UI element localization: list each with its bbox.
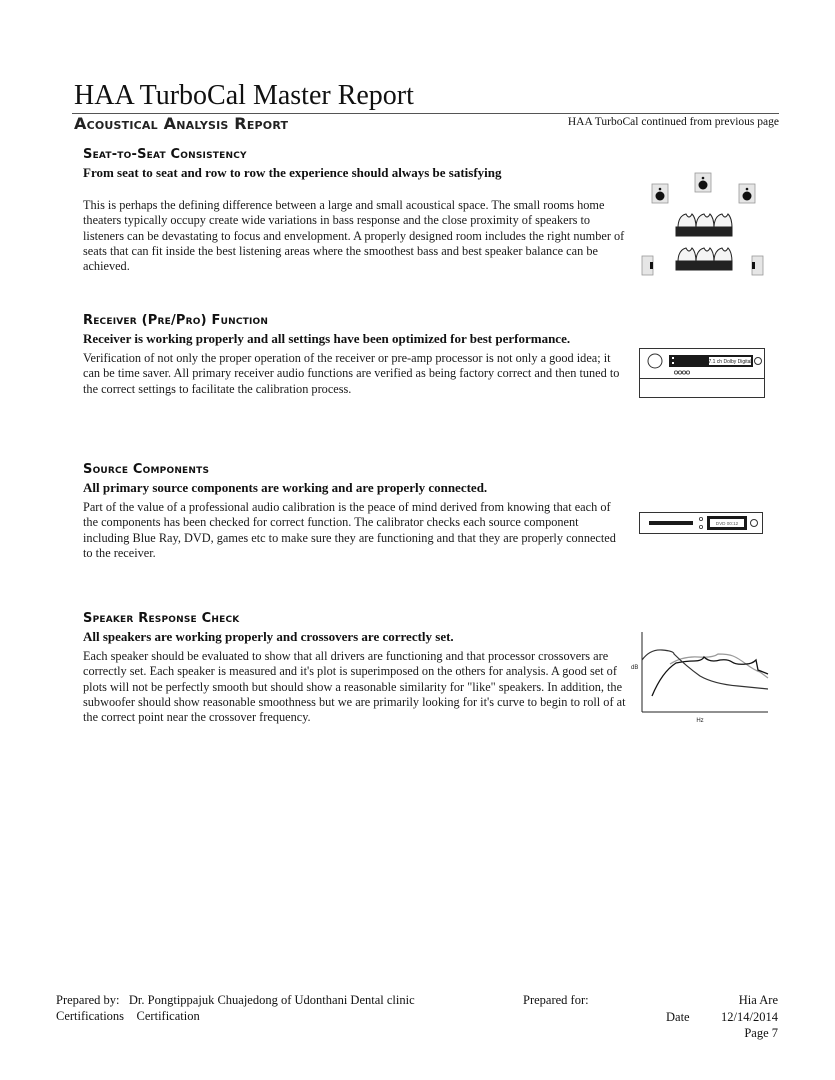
prepared-for-value: Hia Are [738, 993, 778, 1007]
section-heading: Speaker Response Check [83, 611, 240, 626]
section-lead: From seat to seat and row to row the experience should always be satisfying [83, 165, 502, 180]
plot-ylabel: dB [631, 665, 639, 671]
prepared-by-label: Prepared by: [56, 993, 120, 1007]
section-heading: Source Components [83, 462, 210, 477]
date-label: Date [666, 1010, 690, 1024]
report-subtitle: Acoustical Analysis Report [74, 114, 289, 133]
section-lead: All speakers are working properly and crossovers are correctly set. [83, 629, 454, 644]
section-seat-consistency [83, 147, 628, 274]
section-body: This is perhaps the defining difference between a large and small acoustical space. The small rooms home theaters typically occupy create wide variations in bass response and the close proximity of speakers to listeners can be devastating to focus and envelopment. A properly designed room includes the right number of seats that can fit inside the best listening areas where the smoothest bass and best speaker balance can be achieved. [83, 198, 625, 274]
prepared-by-value: Dr. Pongtippajuk Chuajedong of Udonthani Dental clinic [128, 993, 415, 1007]
report-title: HAA TurboCal Master Report [74, 80, 414, 111]
frequency-response-plot-icon [628, 626, 772, 726]
prepared-for-label: Prepared for: [523, 993, 589, 1007]
disc-player-icon [639, 512, 763, 534]
section-lead: Receiver is working properly and all settings have been optimized for best performance. [83, 331, 571, 346]
player-display-label: DVD 00:12 [715, 521, 739, 526]
certifications-value: Certification [136, 1009, 200, 1023]
receiver-display-label: 7.1 ch Dolby Digital [708, 359, 752, 366]
section-body: Verification of not only the proper operation of the receiver or pre-amp processor is not only a good idea; it can be time saver. All primary receiver audio functions are verified as being factory correct and then tuned to the correct settings to facilitate the calibration process. [83, 351, 620, 396]
continued-note: HAA TurboCal continued from previous page [567, 116, 779, 128]
date-value: 12/14/2014 [721, 1010, 778, 1024]
section-speaker-response [83, 611, 628, 725]
section-source-components [83, 462, 628, 561]
footer-prepared-by [56, 992, 415, 1008]
section-body: Each speaker should be evaluated to show that all drivers are functioning and that processor crossovers are correctly set. Each speaker is measured and it's plot is superimposed on the others for analysis. A good set of plots will not be perfectly smooth but should show a reasonable similarity for "like" speakers. In addition, the subwoofer should show reasonable smoothness but we are primarily looking for it's curve to begin to roll of at the correct point near the crossover frequency. [83, 649, 626, 725]
section-lead: All primary source components are working and are properly connected. [83, 480, 488, 495]
section-body: Part of the value of a professional audio calibration is the peace of mind derived from knowing that each of the components has been checked for correct function. The calibrator checks each source component including Blue Ray, DVD, games etc to make sure they are functioning and that they are properly connected to the receiver. [83, 500, 616, 560]
speaker-seating-layout-icon [638, 170, 768, 278]
footer-certifications [56, 1008, 200, 1024]
plot-xlabel: Hz [696, 718, 704, 724]
av-receiver-icon [639, 348, 765, 398]
section-heading: Seat-to-Seat Consistency [83, 147, 247, 162]
certifications-label: Certifications [56, 1009, 125, 1023]
section-receiver-function [83, 313, 628, 397]
section-heading: Receiver (Pre/Pro) Function [83, 313, 269, 328]
page-number: Page 7 [744, 1026, 778, 1040]
